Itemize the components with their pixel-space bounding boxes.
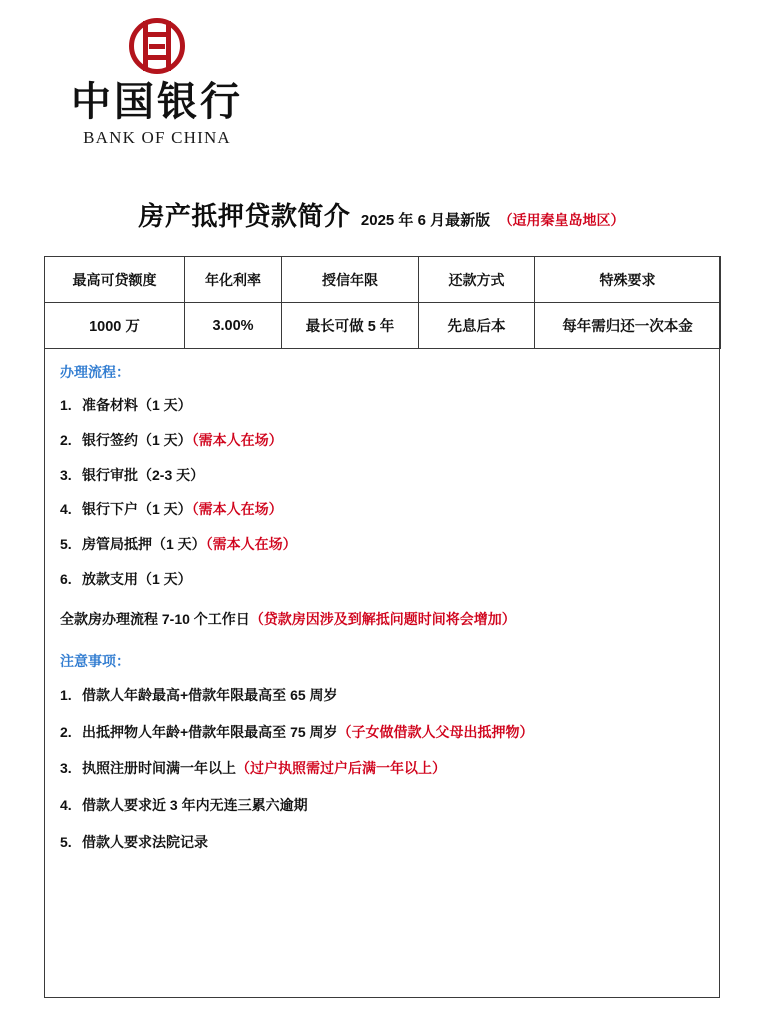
list-item <box>60 714 704 751</box>
table-cell: 3.00% <box>185 303 282 349</box>
title-region-note: （适用秦皇岛地区） <box>498 212 625 228</box>
step-text: 放款支用（1 天） <box>82 570 192 587</box>
table-header-cell: 授信年限 <box>282 257 419 303</box>
process-heading: 办理流程： <box>60 364 130 380</box>
notes-heading: 注意事项： <box>60 652 130 669</box>
note-annotation: （过户执照需过户后满一年以上） <box>236 760 446 777</box>
table-header-row <box>45 257 721 303</box>
table-header-cell: 年化利率 <box>185 257 282 303</box>
process-total-text: 全款房办理流程 7-10 个工作日 <box>60 610 250 627</box>
list-item <box>60 677 704 714</box>
step-text: 银行下户（1 天） <box>82 501 192 518</box>
document-title-row <box>0 196 763 233</box>
note-annotation: （子女做借款人父母出抵押物） <box>337 723 534 740</box>
step-text: 银行签约（1 天） <box>82 431 192 448</box>
bank-name-english: BANK OF CHINA <box>83 128 231 147</box>
note-number: 1. <box>60 686 72 703</box>
note-number: 5. <box>60 833 72 850</box>
table-header-cell: 特殊要求 <box>535 257 721 303</box>
title-version: 2025 年 6 月最新版 <box>360 212 491 229</box>
table-cell: 1000 万 <box>45 303 185 349</box>
process-total-note: （贷款房因涉及到解抵问题时间将会增加） <box>249 610 516 627</box>
notes-list <box>60 677 704 861</box>
process-step-list <box>60 388 704 597</box>
bank-name-chinese: 中国银行 <box>71 78 243 125</box>
loan-summary-table <box>44 256 721 349</box>
list-item <box>60 750 704 787</box>
table-header-cell: 最高可贷额度 <box>45 257 185 303</box>
list-item <box>60 787 704 824</box>
note-text: 借款人要求法院记录 <box>82 833 208 850</box>
bank-of-china-logo-icon <box>129 18 185 74</box>
page-title: 房产抵押贷款简介 <box>138 201 351 231</box>
table-header-cell: 还款方式 <box>419 257 535 303</box>
table-cell: 最长可做 5 年 <box>282 303 419 349</box>
step-note: （需本人在场） <box>205 536 297 553</box>
note-text: 借款人年龄最高+借款年限最高至 65 周岁 <box>82 686 338 703</box>
table-cell: 先息后本 <box>419 303 535 349</box>
step-number: 2. <box>60 431 72 448</box>
bank-logo-block <box>42 18 272 148</box>
note-number: 3. <box>60 760 72 777</box>
step-note: （需本人在场） <box>191 431 283 448</box>
step-text: 房管局抵押（1 天） <box>82 536 206 553</box>
list-item <box>60 458 704 493</box>
list-item <box>60 527 704 562</box>
note-text: 出抵押物人年龄+借款年限最高至 75 周岁 <box>82 723 338 740</box>
list-item <box>60 824 704 861</box>
step-text: 银行审批（2-3 天） <box>82 466 205 483</box>
list-item <box>60 423 704 458</box>
step-number: 4. <box>60 501 72 518</box>
step-note: （需本人在场） <box>191 501 283 518</box>
note-number: 2. <box>60 723 72 740</box>
step-number: 5. <box>60 536 72 553</box>
note-number: 4. <box>60 797 72 814</box>
process-total-line <box>60 597 704 633</box>
step-number: 3. <box>60 466 72 483</box>
list-item <box>60 388 704 423</box>
note-text: 执照注册时间满一年以上 <box>82 760 236 777</box>
step-text: 准备材料（1 天） <box>82 397 192 413</box>
step-number: 1. <box>60 397 72 413</box>
step-number: 6. <box>60 570 72 587</box>
table-cell: 每年需归还一次本金 <box>535 303 721 349</box>
table-row <box>45 303 721 349</box>
list-item <box>60 562 704 597</box>
document-body <box>44 344 720 861</box>
note-text: 借款人要求近 3 年内无连三累六逾期 <box>82 797 308 814</box>
list-item <box>60 492 704 527</box>
